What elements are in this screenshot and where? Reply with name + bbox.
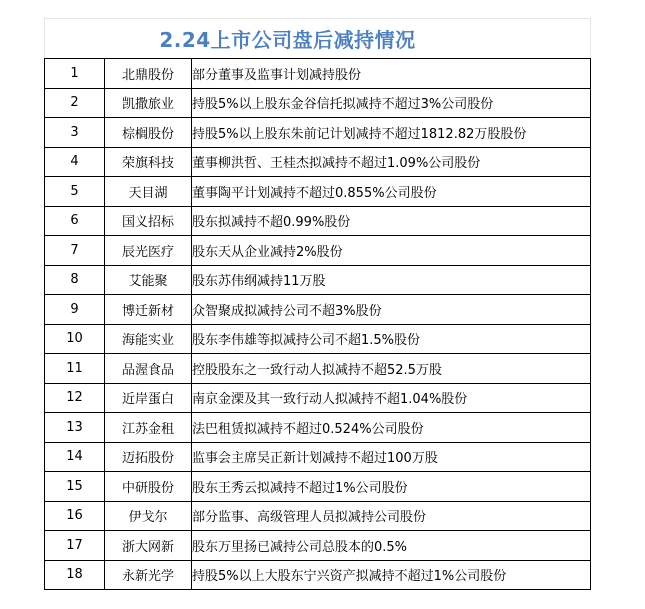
company-name-cell: 伊戈尔 [105,501,192,531]
table-row [45,354,591,384]
reduction-detail-cell: 股东苏伟纲减持11万股 [192,265,591,295]
row-index-cell: 6 [45,206,105,236]
page-title: 2.24上市公司盘后减持情况 [159,27,416,52]
table-row [45,147,591,177]
reduction-table [44,58,591,590]
row-index-cell: 18 [45,560,105,590]
reduction-detail-cell: 部分监事、高级管理人员拟减持公司股份 [192,501,591,531]
table-row [45,88,591,118]
company-name-cell: 海能实业 [105,324,192,354]
table-row [45,236,591,266]
reduction-detail-cell: 董事柳洪哲、王桂杰拟减持不超过1.09%公司股份 [192,147,591,177]
company-name-cell: 艾能聚 [105,265,192,295]
reduction-detail-cell: 法巴租赁拟减持不超过0.524%公司股份 [192,413,591,443]
company-name-cell: 国义招标 [105,206,192,236]
reduction-detail-cell: 部分董事及监事计划减持股份 [192,59,591,89]
row-index-cell: 9 [45,295,105,325]
reduction-detail-cell: 持股5%以上大股东宁兴资产拟减持不超过1%公司股份 [192,560,591,590]
table-row [45,472,591,502]
table-row [45,295,591,325]
company-name-cell: 江苏金租 [105,413,192,443]
reduction-detail-cell: 监事会主席吴正新计划减持不超过100万股 [192,442,591,472]
row-index-cell: 13 [45,413,105,443]
row-index-cell: 1 [45,59,105,89]
table-row [45,501,591,531]
row-index-cell: 10 [45,324,105,354]
table-row [45,413,591,443]
company-name-cell: 品渥食品 [105,354,192,384]
row-index-cell: 4 [45,147,105,177]
company-name-cell: 近岸蛋白 [105,383,192,413]
table-row [45,560,591,590]
reduction-detail-cell: 众智聚成拟减持公司不超3%股份 [192,295,591,325]
table-row [45,383,591,413]
row-index-cell: 15 [45,472,105,502]
reduction-detail-cell: 股东王秀云拟减持不超过1%公司股份 [192,472,591,502]
company-name-cell: 棕榈股份 [105,118,192,148]
row-index-cell: 3 [45,118,105,148]
row-index-cell: 7 [45,236,105,266]
company-name-cell: 永新光学 [105,560,192,590]
row-index-cell: 5 [45,177,105,207]
company-name-cell: 凯撒旅业 [105,88,192,118]
company-name-cell: 辰光医疗 [105,236,192,266]
table-row [45,531,591,561]
company-name-cell: 迈拓股份 [105,442,192,472]
reduction-detail-cell: 控股股东之一致行动人拟减持不超52.5万股 [192,354,591,384]
reduction-detail-cell: 董事陶平计划减持不超过0.855%公司股份 [192,177,591,207]
table-row [45,118,591,148]
table-row [45,59,591,89]
company-name-cell: 荣旗科技 [105,147,192,177]
table-row [45,265,591,295]
row-index-cell: 17 [45,531,105,561]
row-index-cell: 14 [45,442,105,472]
reduction-detail-cell: 股东万里扬已减持公司总股本的0.5% [192,531,591,561]
table-row [45,442,591,472]
table-body [45,59,591,590]
company-name-cell: 博迁新材 [105,295,192,325]
table-row [45,177,591,207]
company-name-cell: 中研股份 [105,472,192,502]
reduction-detail-cell: 持股5%以上股东金谷信托拟减持不超过3%公司股份 [192,88,591,118]
row-index-cell: 12 [45,383,105,413]
reduction-detail-cell: 南京金溧及其一致行动人拟减持不超1.04%股份 [192,383,591,413]
row-index-cell: 8 [45,265,105,295]
reduction-detail-cell: 股东拟减持不超0.99%股份 [192,206,591,236]
row-index-cell: 11 [45,354,105,384]
table-row [45,324,591,354]
reduction-detail-cell: 股东天从企业减持2%股份 [192,236,591,266]
reduction-detail-cell: 持股5%以上股东朱前记计划减持不超过1812.82万股股份 [192,118,591,148]
company-name-cell: 浙大网新 [105,531,192,561]
row-index-cell: 16 [45,501,105,531]
row-index-cell: 2 [45,88,105,118]
company-name-cell: 天目湖 [105,177,192,207]
reduction-detail-cell: 股东李伟雄等拟减持公司不超1.5%股份 [192,324,591,354]
company-name-cell: 北鼎股份 [105,59,192,89]
title-cell [44,18,591,58]
table-row [45,206,591,236]
